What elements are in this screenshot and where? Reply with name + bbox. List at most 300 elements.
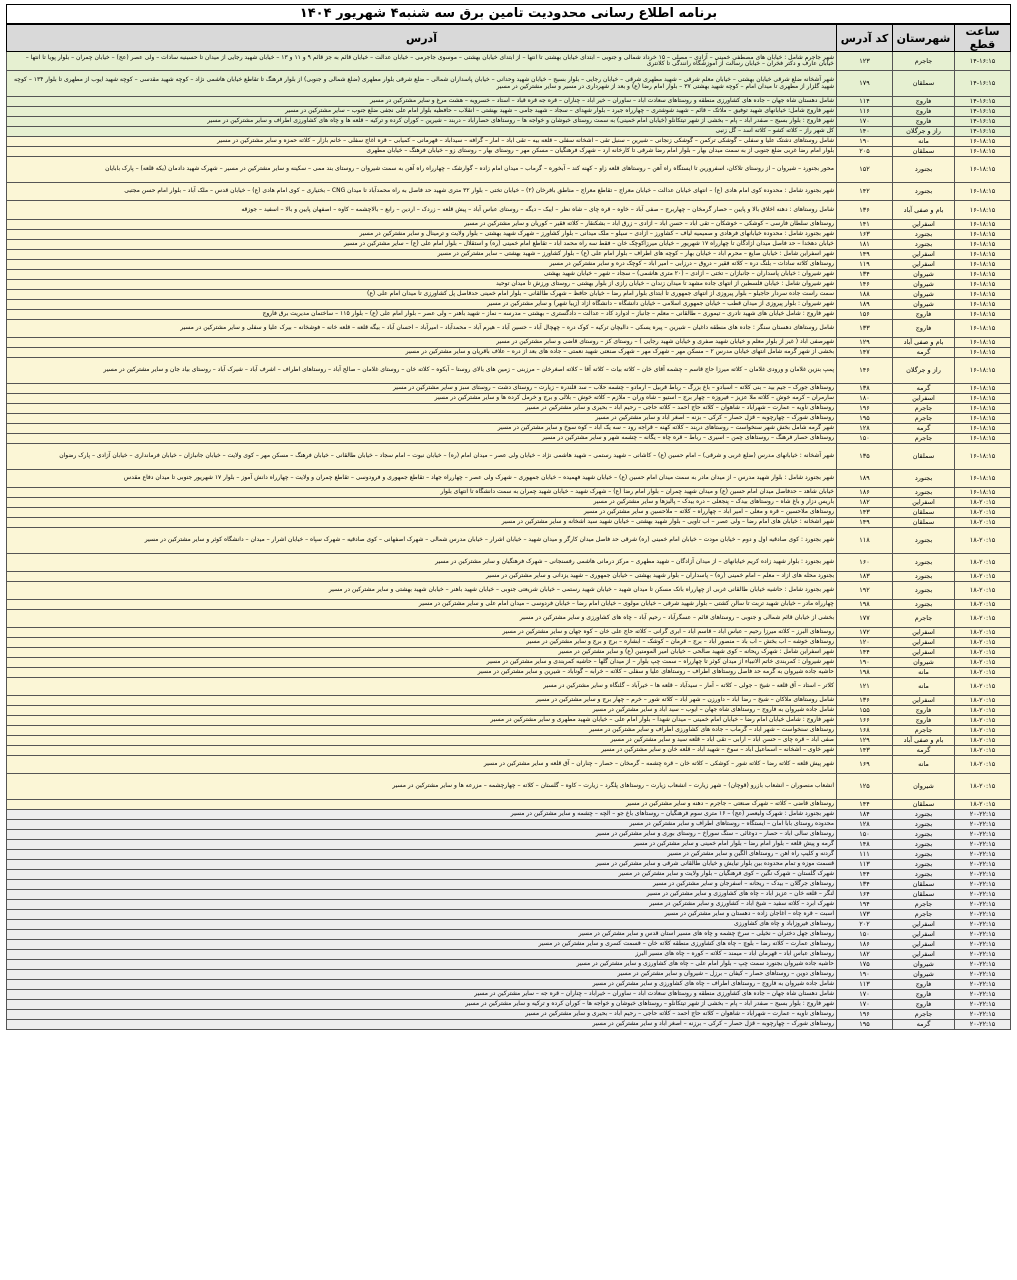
address-cell: شامل روستاهای دهستان سنگر : جاده های منطقه داغیان – شیرین – پیره یسکی – دالیچان ترکیه – کوک دره – چهچال آباد – حسین آباد – هیرم آباد – محمدآباد – امیرآباد – احسان آباد – بیگه قلعه – قلعه خانه – فوشخانه – بیرک علیا و سفلی و سایر مشترکین در مسیر bbox=[7, 320, 837, 338]
code-cell: ۱۷۵ bbox=[837, 960, 893, 970]
city-cell: بام و صفی آباد bbox=[893, 201, 955, 220]
code-cell: ۱۸۹ bbox=[837, 300, 893, 310]
code-cell: ۱۴۳ bbox=[837, 746, 893, 756]
address-cell: روستاهای ناویه – عمارت – شهرآباد – شاهوان – کلاته حاج احمد – کلاته حاجی – رحیم آباد – بحیری و سایر مشترکین در مسیر bbox=[7, 1010, 837, 1020]
code-cell: ۱۲۰ bbox=[837, 638, 893, 648]
code-cell: ۱۹۵ bbox=[837, 414, 893, 424]
time-cell: ۱۶-۱۸:۱۵ bbox=[955, 270, 1011, 280]
table-row bbox=[7, 830, 1011, 840]
time-cell: ۱۶-۱۸:۱۵ bbox=[955, 260, 1011, 270]
table-row bbox=[7, 310, 1011, 320]
code-cell: ۱۱۹ bbox=[837, 260, 893, 270]
code-cell: ۱۳۸ bbox=[837, 384, 893, 394]
city-cell: راز و جرگلان bbox=[893, 358, 955, 384]
address-cell: خیابان شاهد – حدفاصل میدان امام حسین (ع) و میدان شهید چمران – بلوار امام رضا (ع) – شهرک شهید – خیابان شهید چمران به سمت دانشگاه تا انتهای بلوار bbox=[7, 488, 837, 498]
table-row bbox=[7, 610, 1011, 628]
schedule-document bbox=[6, 0, 1011, 1030]
time-cell: ۲۰-۲۲:۱۵ bbox=[955, 1000, 1011, 1010]
city-cell: بجنورد bbox=[893, 240, 955, 250]
table-row bbox=[7, 508, 1011, 518]
code-cell: ۱۲۹ bbox=[837, 736, 893, 746]
time-cell: ۲۰-۲۲:۱۵ bbox=[955, 1020, 1011, 1030]
table-row bbox=[7, 358, 1011, 384]
city-cell: فاروج bbox=[893, 716, 955, 726]
city-cell: سملقان bbox=[893, 71, 955, 97]
header-code: کد آدرس bbox=[837, 25, 893, 52]
address-cell: روستاهای دوین – روستاهای حصار – کیفان – برزل – شیروان و سایر مشترکین در مسیر bbox=[7, 970, 837, 980]
time-cell: ۱۶-۱۸:۱۵ bbox=[955, 220, 1011, 230]
address-cell: روستاهای فیروزآباد و چاه های کشاورزی bbox=[7, 920, 837, 930]
code-cell: ۱۹۸ bbox=[837, 600, 893, 610]
table-row bbox=[7, 736, 1011, 746]
code-cell: ۱۵۰ bbox=[837, 930, 893, 940]
table-row bbox=[7, 270, 1011, 280]
code-cell: ۱۳۶ bbox=[837, 201, 893, 220]
city-cell: گرمه bbox=[893, 746, 955, 756]
time-cell: ۱۴-۱۶:۱۵ bbox=[955, 107, 1011, 117]
address-cell: شامل جاده شیروان به فاروج – روستاهای شاه جهان – ایوب – سید آباد و سایر مشترکین در مسیر bbox=[7, 706, 837, 716]
time-cell: ۲۰-۲۲:۱۵ bbox=[955, 830, 1011, 840]
city-cell: جاجرم bbox=[893, 1010, 955, 1020]
address-cell: روستاهای ملاحسین – قره و معلی – امیر آباد – چهارراه – کلاته – ملاحسین و سایر مشترکین در مسیر bbox=[7, 508, 837, 518]
time-cell: ۱۸-۲۰:۱۵ bbox=[955, 706, 1011, 716]
header-time: ساعت قطع bbox=[955, 25, 1011, 52]
time-cell: ۱۶-۱۸:۱۵ bbox=[955, 414, 1011, 424]
table-row bbox=[7, 716, 1011, 726]
time-cell: ۲۰-۲۲:۱۵ bbox=[955, 990, 1011, 1000]
address-cell: بخشی از شهر گرمه شامل انتهای خیابان مدرس ۲ – مسکن مهر – شهرک مهر – شهرک صنعتی شهید نعمتی – جاده های بعد از دره – علاف باقریان و سایر مشترکین در مسیر bbox=[7, 348, 837, 358]
time-cell: ۱۸-۲۰:۱۵ bbox=[955, 508, 1011, 518]
table-row bbox=[7, 1020, 1011, 1030]
time-cell: ۱۶-۱۸:۱۵ bbox=[955, 348, 1011, 358]
code-cell: ۱۴۸ bbox=[837, 840, 893, 850]
table-row bbox=[7, 890, 1011, 900]
address-cell: شهرک آبرد – کلاته سفید – شیخ آباد – کشاورزی و سایر مشترکین در مسیر bbox=[7, 900, 837, 910]
code-cell: ۱۷۰ bbox=[837, 117, 893, 127]
city-cell: بجنورد bbox=[893, 830, 955, 840]
city-cell: فاروج bbox=[893, 1000, 955, 1010]
time-cell: ۱۸-۲۰:۱۵ bbox=[955, 774, 1011, 800]
address-cell: شهر شیروان شامل : خیابان فلسطین از انتهای جاده مشهد تا میدان زندان – خیابان رازی از بلوار بهشتی – روستای ورزش تا میدان توحید bbox=[7, 280, 837, 290]
city-cell: شیروان bbox=[893, 658, 955, 668]
time-cell: ۱۸-۲۰:۱۵ bbox=[955, 648, 1011, 658]
city-cell: اسفراین bbox=[893, 950, 955, 960]
address-cell: شهر بجنورد : کوی صادقیه اول و دوم – خیابان مودت – خیابان امام خمینی (ره) شرقی حد فاصل میدان کارگر و میدان شهید – خیابان اشرار – خیابان مدرس شمالی – شهرک اصفهانی – کوی صادقیه – شهرک سپاه – خیابان اشرار – میدان – دانشگاه کوثر و سایر مشترکین در مسیر bbox=[7, 528, 837, 554]
time-cell: ۱۶-۱۸:۱۵ bbox=[955, 183, 1011, 201]
address-cell: محور بجنورد – شیروان – از روستای تلاکان، اسفرورین تا ایستگاه راه آهن – روستاهای قلعه زاو – کهنه کند – آبخوره – گرماب – میدان امام زاده – گوارشک – چهارراه راه آهن به سمت شیروان – روستای بند ممی – سکینه و سایر مشترکین در مسیر – شهرک شهید دادمان (یکه قلعه) – پارک بابایان bbox=[7, 157, 837, 183]
address-cell: شهر بجنورد شامل : محدوده خیابانهای فرهادی و صمیمیه لیاف – کشاورز – آزادی – سیلو – ملک میدانی – بلوار کشاورز – شهرک شهید بهشتی – بلوار ولایت و ترمینال و سایر مشترکین در مسیر bbox=[7, 230, 837, 240]
code-cell: ۱۳۴ bbox=[837, 880, 893, 890]
code-cell: ۱۸۳ bbox=[837, 572, 893, 582]
address-cell: شهر اسفراین شامل : خیابان صایع – محرم اباد – خیابان بهار – کوچه های اطراف – بلوار امام علی (ع) – بلوار کشاورز – شهید بهشتی – سایر مشترکین در مسیر bbox=[7, 250, 837, 260]
city-cell: سملقان bbox=[893, 890, 955, 900]
table-row bbox=[7, 940, 1011, 950]
city-cell: اسفراین bbox=[893, 260, 955, 270]
table-row bbox=[7, 668, 1011, 678]
time-cell: ۱۸-۲۰:۱۵ bbox=[955, 736, 1011, 746]
city-cell: اسفراین bbox=[893, 628, 955, 638]
address-cell: کلاتر – استاد – آق قلعه – شیخ – جولی – کلاته – آمار – سیدآباد – قلعه ها – خیرآباد – گلنگاه و سایر مشترکین در مسیر bbox=[7, 678, 837, 696]
address-cell: خیابان دهخدا – حد فاصل میدان آزادگان تا چهارراه ۱۷ شهریور – خیابان میرزاکوچک خان – فقط سه راه محمد آباد – تقاطع امام خمینی (ره) و استقلال – بلوار امام علی (ع) – سایر مشترکین در مسیر bbox=[7, 240, 837, 250]
address-cell: روستاهای جرگلان – بیدک – ریحانه – اسفرجان و سایر مشترکین در مسیر bbox=[7, 880, 837, 890]
header-address: آدرس bbox=[7, 25, 837, 52]
time-cell: ۲۰-۲۲:۱۵ bbox=[955, 1010, 1011, 1020]
code-cell: ۱۷۰ bbox=[837, 990, 893, 1000]
city-cell: بجنورد bbox=[893, 820, 955, 830]
city-cell: گرمه bbox=[893, 424, 955, 434]
code-cell: ۱۶۶ bbox=[837, 716, 893, 726]
address-cell: شهرصفی آباد ( غیر از بلوار معلم و خیابان شهید صفری و خیابان شهید رجایی ) – روستای کز – روستای قاضی و سایر مشترکین در مسیر bbox=[7, 338, 837, 348]
city-cell: شیروان bbox=[893, 970, 955, 980]
table-row bbox=[7, 980, 1011, 990]
code-cell: ۱۷۲ bbox=[837, 628, 893, 638]
table-row bbox=[7, 840, 1011, 850]
city-cell: سملقان bbox=[893, 880, 955, 890]
time-cell: ۲۰-۲۲:۱۵ bbox=[955, 860, 1011, 870]
address-cell: روستاهای عمارت – کلاته رضا – بلوچ – چاه های کشاورزی منطقه کلاته خان – قسمت کسری و سایر مشترکین در مسیر bbox=[7, 940, 837, 950]
city-cell: شیروان bbox=[893, 270, 955, 280]
address-cell: شهر بجنورد شامل : محدوده کوی امام هادی (ع) – انتهای خیابان عدالت – خیابان معراج – تقاطع معراج – مناطق بافرخان (۲) – خیابان تختی – بلوار ۳۲ متری شهید حد فاصل به راه محمدآباد تا میدان CNG – بختیاری – کوی امام هادی (ع) – خیابان قدس – ملک آباد – بلوار امام حسن مجتبی bbox=[7, 183, 837, 201]
table-row bbox=[7, 746, 1011, 756]
address-cell: شهر فاروج شامل: خیابانهای شهید توفیق – ملاتک – قائم – شهید شوشتری – چهارراه جیرد – بلوار شهدای – سجاد – شهید جامی – شهید بهشتی – انقلاب – حافظیه بلوار امام علی نجفی ضلع جنوب – سایر مشترکین در مسیر bbox=[7, 107, 837, 117]
time-cell: ۲۰-۲۲:۱۵ bbox=[955, 870, 1011, 880]
time-cell: ۱۶-۱۸:۱۵ bbox=[955, 290, 1011, 300]
outage-table bbox=[6, 24, 1011, 1030]
page-title: برنامه اطلاع رسانی محدودیت تامین برق سه شنبه۴ شهریور ۱۴۰۴ bbox=[6, 4, 1011, 24]
code-cell: ۱۱۱ bbox=[837, 850, 893, 860]
table-row bbox=[7, 860, 1011, 870]
code-cell: ۱۲۱ bbox=[837, 678, 893, 696]
address-cell: روستاهای کلاته سادات – بلنگ دره – کلاته فقیر – دروق – درزآبی – امیر آباد – کوچک دره و سایر مشترکین در مسیر bbox=[7, 260, 837, 270]
table-row bbox=[7, 900, 1011, 910]
table-row bbox=[7, 414, 1011, 424]
table-row bbox=[7, 220, 1011, 230]
address-cell: محدوده روستای بابا آمان – ایستگاه – روستاهای اطراف و سایر مشترکین در مسیر bbox=[7, 820, 837, 830]
code-cell: ۱۴۶ bbox=[837, 280, 893, 290]
code-cell: ۱۹۵ bbox=[837, 1020, 893, 1030]
city-cell: سملقان bbox=[893, 518, 955, 528]
time-cell: ۱۸-۲۰:۱۵ bbox=[955, 716, 1011, 726]
table-row bbox=[7, 348, 1011, 358]
time-cell: ۱۴-۱۶:۱۵ bbox=[955, 127, 1011, 137]
table-row bbox=[7, 444, 1011, 470]
code-cell: ۱۷۷ bbox=[837, 610, 893, 628]
city-cell: شیروان bbox=[893, 774, 955, 800]
table-row bbox=[7, 240, 1011, 250]
time-cell: ۲۰-۲۲:۱۵ bbox=[955, 840, 1011, 850]
city-cell: بام و صفی آباد bbox=[893, 338, 955, 348]
address-cell: روستاهای سلطان فارسی – کوشکی – خوشکان – تقی آباد – حسن آباد – آزادی – زرق آباد – بشکنقار – کلاته فقیر – کوریان و سایر مشترکین در مسیر bbox=[7, 220, 837, 230]
address-cell: گردنه و کلیپ راه آهن – روستاهای آلگین و سایر مشترکین در مسیر bbox=[7, 850, 837, 860]
address-cell: سمت راست جاده سردار حاجیلو – بلوار پیروزی از انتهای جمهوری تا ابتدای بلوار امام رضا – خیابان حافظ – شهرک طالقانی – بلوار امام خمینی حدفاصل پل کشاورزی تا میدان امام علی (ع) bbox=[7, 290, 837, 300]
code-cell: ۱۱۶ bbox=[837, 107, 893, 117]
address-cell: روستاهای شورک – چهارچوبه – قزل حصار – کرکی – برزنه – اصغر آباد و سایر مشترکین در مسیر bbox=[7, 1020, 837, 1030]
city-cell: بجنورد bbox=[893, 810, 955, 820]
code-cell: ۱۴۴ bbox=[837, 800, 893, 810]
table-row bbox=[7, 950, 1011, 960]
city-cell: فاروج bbox=[893, 107, 955, 117]
city-cell: سملقان bbox=[893, 800, 955, 810]
code-cell: ۲۰۲ bbox=[837, 920, 893, 930]
city-cell: جاجرم bbox=[893, 434, 955, 444]
address-cell: شهر بجنورد شامل : حاشیه خیابان طالقانی غربی از چهارراه بانک مسکن تا میدان شهید – خیابان شهید رستمی – خیابان شریعتی جنوبی – خیابان شهید باهنر – خیابان شهید بهشتی و سایر مشترکین در مسیر bbox=[7, 582, 837, 600]
time-cell: ۱۴-۱۶:۱۵ bbox=[955, 97, 1011, 107]
code-cell: ۱۲۵ bbox=[837, 774, 893, 800]
time-cell: ۲۰-۲۲:۱۵ bbox=[955, 970, 1011, 980]
table-row bbox=[7, 696, 1011, 706]
time-cell: ۱۸-۲۰:۱۵ bbox=[955, 628, 1011, 638]
address-cell: سارمران – کرمه خوش – کلاته ملا عزیز – فیروزه – چهار برج – استیو – شاه وران – ملازم – کلاته خوش – بلالی و برج و خرمل کرده ها و سایر مشترکین در مسیر bbox=[7, 394, 837, 404]
address-cell: شامل روستاهای دشتک علیا و سفلی – گوشکی ترکمن – گوشکی زنجانی – شیرین – سنبل تقی – آشخانه سفلی – قلعه بیه – تقی آباد – آمار – گرافه – سیدآباد – قهرمانی – کمیابی – قره آغاج سفلی – خانم بازار – کلاته حمزه و سایر مشترکین در مسیر bbox=[7, 137, 837, 147]
table-row bbox=[7, 628, 1011, 638]
table-row bbox=[7, 147, 1011, 157]
table-row bbox=[7, 658, 1011, 668]
time-cell: ۱۸-۲۰:۱۵ bbox=[955, 678, 1011, 696]
code-cell: ۱۸۹ bbox=[837, 470, 893, 488]
time-cell: ۱۶-۱۸:۱۵ bbox=[955, 424, 1011, 434]
time-cell: ۱۶-۱۸:۱۵ bbox=[955, 250, 1011, 260]
time-cell: ۲۰-۲۲:۱۵ bbox=[955, 930, 1011, 940]
address-cell: شهرک گلستان – شهرک نگین – کوی فرهنگیان – بلوار ولایت و سایر مشترکین در مسیر bbox=[7, 870, 837, 880]
code-cell: ۱۱۳ bbox=[837, 860, 893, 870]
city-cell: اسفراین bbox=[893, 220, 955, 230]
address-cell: روستاهای ناویه – عمارت – شهرآباد – شاهوان – کلاته حاج احمد – کلاته حاجی – رحیم آباد – بحیری و سایر مشترکین در مسیر bbox=[7, 404, 837, 414]
address-cell: شهر بجنورد : بلوار شهید زاده کریم خیابانهای – از میدان آزادگان – شهید مطهری – مرکز درمانی هاشمی رفسنجانی – شهرک فرهنگیان و سایر مشترکین در مسیر bbox=[7, 554, 837, 572]
header-city: شهرستان bbox=[893, 25, 955, 52]
time-cell: ۱۸-۲۰:۱۵ bbox=[955, 668, 1011, 678]
address-cell: شامل جاده شیروان به فاروج – روستاهای اطراف – چاه های کشاورزی و سایر مشترکین در مسیر bbox=[7, 980, 837, 990]
code-cell: ۱۹۶ bbox=[837, 404, 893, 414]
time-cell: ۱۶-۱۸:۱۵ bbox=[955, 338, 1011, 348]
address-cell: شهر اسفراین شامل : شهرک ریحانه – کوی شهید صالحی – خیابان امیر المومنین (ع) و سایر مشترکین در مسیر bbox=[7, 648, 837, 658]
city-cell: جاجرم bbox=[893, 52, 955, 71]
address-cell: کل شهر راز – کلاته کشو – کلاته اسد – گل زنبی bbox=[7, 127, 837, 137]
city-cell: جاجرم bbox=[893, 910, 955, 920]
table-row bbox=[7, 300, 1011, 310]
address-cell: گرمه و پیش قلعه – بلوار امام رضا – بلوار امام خمینی و سایر مشترکین در مسیر bbox=[7, 840, 837, 850]
city-cell: شیروان bbox=[893, 300, 955, 310]
table-row bbox=[7, 518, 1011, 528]
city-cell: سملقان bbox=[893, 444, 955, 470]
time-cell: ۲۰-۲۲:۱۵ bbox=[955, 880, 1011, 890]
time-cell: ۱۶-۱۸:۱۵ bbox=[955, 404, 1011, 414]
code-cell: ۱۳۶ bbox=[837, 696, 893, 706]
address-cell: روستاهای سنخواست – شهر آباد – گرماب – جاده های کشاورزی اطراف و سایر مشترکین در مسیر bbox=[7, 726, 837, 736]
table-row bbox=[7, 600, 1011, 610]
table-row bbox=[7, 137, 1011, 147]
time-cell: ۱۶-۱۸:۱۵ bbox=[955, 384, 1011, 394]
code-cell: ۱۴۹ bbox=[837, 250, 893, 260]
table-row bbox=[7, 706, 1011, 716]
time-cell: ۲۰-۲۲:۱۵ bbox=[955, 980, 1011, 990]
code-cell: ۱۱۸ bbox=[837, 528, 893, 554]
table-row bbox=[7, 820, 1011, 830]
code-cell: ۱۹۶ bbox=[837, 1010, 893, 1020]
code-cell: ۱۸۲ bbox=[837, 498, 893, 508]
time-cell: ۲۰-۲۲:۱۵ bbox=[955, 950, 1011, 960]
city-cell: فاروج bbox=[893, 97, 955, 107]
code-cell: ۱۹۸ bbox=[837, 668, 893, 678]
table-row bbox=[7, 290, 1011, 300]
code-cell: ۱۹۰ bbox=[837, 137, 893, 147]
code-cell: ۱۵۰ bbox=[837, 830, 893, 840]
address-cell: شهر پیش قلعه – کلاته رضا – کلاته شور – کوشکی – کلاته خان – قره چشمه – گرمخان – حصار – چناران – آق قلعه و سایر مشترکین در مسیر bbox=[7, 756, 837, 774]
address-cell: شهر بجنورد شامل : شهرک ولیعصر (عج) – ۱۶ متری سوم فرهنگیان – روستاهای باغ جو – آلچه – چشمه و سایر مشترکین در مسیر bbox=[7, 810, 837, 820]
table-row bbox=[7, 920, 1011, 930]
city-cell: اسفراین bbox=[893, 638, 955, 648]
city-cell: جاجرم bbox=[893, 726, 955, 736]
city-cell: اسفراین bbox=[893, 696, 955, 706]
city-cell: جاجرم bbox=[893, 404, 955, 414]
table-row bbox=[7, 320, 1011, 338]
table-row bbox=[7, 230, 1011, 240]
time-cell: ۱۶-۱۸:۱۵ bbox=[955, 157, 1011, 183]
address-cell: لنگر – قلعه خان – عزیز آباد – چاه های کشاورزی و سایر مشترکین در مسیر bbox=[7, 890, 837, 900]
table-row bbox=[7, 424, 1011, 434]
table-row bbox=[7, 117, 1011, 127]
table-row bbox=[7, 470, 1011, 488]
city-cell: بجنورد bbox=[893, 840, 955, 850]
address-cell: روستاهای شورک – چهارچوبه – قزل حصار – کرکی – بزنه – اصغر آباد و سایر مشترکین در مسیر bbox=[7, 414, 837, 424]
city-cell: بجنورد bbox=[893, 850, 955, 860]
table-header-row bbox=[7, 25, 1011, 52]
table-row bbox=[7, 870, 1011, 880]
code-cell: ۱۴۷ bbox=[837, 348, 893, 358]
table-row bbox=[7, 127, 1011, 137]
code-cell: ۱۴۳ bbox=[837, 508, 893, 518]
city-cell: اسفراین bbox=[893, 648, 955, 658]
table-row bbox=[7, 800, 1011, 810]
city-cell: فاروج bbox=[893, 117, 955, 127]
city-cell: بجنورد bbox=[893, 183, 955, 201]
time-cell: ۱۸-۲۰:۱۵ bbox=[955, 638, 1011, 648]
code-cell: ۱۹۴ bbox=[837, 900, 893, 910]
city-cell: بجنورد bbox=[893, 470, 955, 488]
address-cell: شامل روستاهای ملاکان – شیخ – رضا آباد – داورزن – شهر آباد – کلاته شور – خرم – چهار برج و سایر مشترکین در مسیر bbox=[7, 696, 837, 706]
table-row bbox=[7, 498, 1011, 508]
time-cell: ۱۶-۱۸:۱۵ bbox=[955, 147, 1011, 157]
time-cell: ۱۸-۲۰:۱۵ bbox=[955, 582, 1011, 600]
table-row bbox=[7, 774, 1011, 800]
city-cell: فاروج bbox=[893, 320, 955, 338]
code-cell: ۱۱۴ bbox=[837, 97, 893, 107]
table-row bbox=[7, 910, 1011, 920]
table-row bbox=[7, 970, 1011, 980]
address-cell: شهر خاوی – آشخانه – اسماعیل آباد – سوخ – شهید آباد – قلعه خان و سایر مشترکین در مسیر bbox=[7, 746, 837, 756]
address-cell: شهر فاروج : شامل خیابان های شهید نادری – تیموری – طالقانی – معلم – جانباز – ادوارد کاد – عدالت – دادگستری – بهشتی – مدرسه – نماز – شهید باهنر – ولی عصر – بلوار امام علی (ع) – بلوار ۱۱۵ – ساختمان مدیریت برق فاروج bbox=[7, 310, 837, 320]
table-row bbox=[7, 157, 1011, 183]
address-cell: روستاهای سالی آباد – حصار – دوغائی – سنگ سوراخ – روستای بوری و سایر مشترکین در مسیر bbox=[7, 830, 837, 840]
time-cell: ۱۶-۱۸:۱۵ bbox=[955, 394, 1011, 404]
time-cell: ۱۶-۱۸:۱۵ bbox=[955, 201, 1011, 220]
time-cell: ۲۰-۲۲:۱۵ bbox=[955, 940, 1011, 950]
code-cell: ۱۵۲ bbox=[837, 157, 893, 183]
time-cell: ۲۰-۲۲:۱۵ bbox=[955, 850, 1011, 860]
table-row bbox=[7, 404, 1011, 414]
city-cell: جاجرم bbox=[893, 414, 955, 424]
table-row bbox=[7, 338, 1011, 348]
city-cell: بجنورد bbox=[893, 157, 955, 183]
time-cell: ۱۶-۱۸:۱۵ bbox=[955, 358, 1011, 384]
time-cell: ۱۸-۲۰:۱۵ bbox=[955, 610, 1011, 628]
time-cell: ۱۸-۲۰:۱۵ bbox=[955, 658, 1011, 668]
address-cell: شهر آشخانه ضلع شرقی خیابان بهشتی – خیابان معلم شرقی – شهید مطهری شرقی – خیابان رجایی – بلوار بسیج – خیابان شهید وحدانی – خیابان پاسداران شمالی – ضلع شرقی بلوار مطهری (ضلع شمالی و جنوبی) از بلوار فرهنگ تا تقاطع خیابان هاشمی نژاد – کوچه شهید مقدسی – کوچه شهید ایوب از مطهری تا بلوار ۱۳۴ – کوچه شهید گلزار از مطهری تا میدان امام – کوچه شهید بهشتی ۳۷ – بلوار امام رضا (ع) و بعد از شهرداری در مسیر و سایر مشترکین در مسیر bbox=[7, 71, 837, 97]
code-cell: ۱۷۳ bbox=[837, 910, 893, 920]
time-cell: ۲۰-۲۲:۱۵ bbox=[955, 820, 1011, 830]
address-cell: حاشیه جاده شیروان به گرمه حد فاصل روستاهای اطراف – روستاهای علیا و سفلی – کلاته – خرابه – گوناباد – شیرین و سایر مشترکین در مسیر bbox=[7, 668, 837, 678]
address-cell: روستاهای قاضی – کلاته – شهرک صنعتی – جاجرم – دهنه و سایر مشترکین در مسیر bbox=[7, 800, 837, 810]
time-cell: ۱۶-۱۸:۱۵ bbox=[955, 137, 1011, 147]
time-cell: ۱۸-۲۰:۱۵ bbox=[955, 696, 1011, 706]
table-row bbox=[7, 554, 1011, 572]
city-cell: گرمه bbox=[893, 1020, 955, 1030]
time-cell: ۱۶-۱۸:۱۵ bbox=[955, 310, 1011, 320]
time-cell: ۱۶-۱۸:۱۵ bbox=[955, 320, 1011, 338]
table-row bbox=[7, 990, 1011, 1000]
code-cell: ۱۶۹ bbox=[837, 756, 893, 774]
city-cell: فاروج bbox=[893, 990, 955, 1000]
city-cell: اسفراین bbox=[893, 930, 955, 940]
code-cell: ۱۶۸ bbox=[837, 726, 893, 736]
code-cell: ۱۸۱ bbox=[837, 240, 893, 250]
code-cell: ۱۸۶ bbox=[837, 488, 893, 498]
address-cell: شهر شیروان : بلوار پیروزی از میدان قطب – خیابان جمهوری اسلامی – خیابان دانشگاه – دانشگاه آزاد (زیبا شهر) و سایر مشترکین در مسیر bbox=[7, 300, 837, 310]
city-cell: بجنورد bbox=[893, 488, 955, 498]
code-cell: ۱۸۸ bbox=[837, 290, 893, 300]
address-cell: چهارراه مادر – خیابان شهید تربت تا سالن کشتی – بلوار شهید شرقی – خیابان مولوی – خیابان امام رضا – خیابان فردوسی – میدان امام علی و سایر مشترکین در مسیر bbox=[7, 600, 837, 610]
table-row bbox=[7, 488, 1011, 498]
city-cell: بجنورد bbox=[893, 528, 955, 554]
code-cell: ۱۷۰ bbox=[837, 1000, 893, 1010]
code-cell: ۱۲۸ bbox=[837, 820, 893, 830]
city-cell: بام و صفی آباد bbox=[893, 736, 955, 746]
city-cell: بجنورد bbox=[893, 600, 955, 610]
code-cell: ۱۲۹ bbox=[837, 338, 893, 348]
code-cell: ۱۲۳ bbox=[837, 52, 893, 71]
code-cell: ۱۹۲ bbox=[837, 582, 893, 600]
address-cell: پمپ بنزین غلامان و ورودی غلامان – کلاته میرزا حاج قاسم – چشمه آقای خان – کلاته بیات – کلاته آقا – کلاته اصغرخان – مرزبنی – زمین های بالای روستا – آبکوه – کلاته خان – روستای غلامان – صالح آباد – روستاهای اطراف – اشرف آباد – شیرک آباد – روستای بیاد جان و سایر مشترکین در مسیر bbox=[7, 358, 837, 384]
code-cell: ۱۷۹ bbox=[837, 71, 893, 97]
table-row bbox=[7, 960, 1011, 970]
code-cell: ۱۸۲ bbox=[837, 950, 893, 960]
address-cell: اسبت – قره چاه – آغاجان زاده – دهستان و سایر مشترکین در مسیر bbox=[7, 910, 837, 920]
table-row bbox=[7, 880, 1011, 890]
address-cell: روستاهای البرز – کلاته میرزا رحیم – عباس آباد – قاسم آباد – ابری گرانی – کلاته حاج علی خان – کوه جهان و سایر مشترکین در مسیر bbox=[7, 628, 837, 638]
time-cell: ۱۶-۱۸:۱۵ bbox=[955, 470, 1011, 488]
city-cell: جاجرم bbox=[893, 900, 955, 910]
address-cell: روستاهای عباس آباد – قهرمان آباد – میمند – کلاته – کوره – چاه های مسیر البرز bbox=[7, 950, 837, 960]
time-cell: ۱۶-۱۸:۱۵ bbox=[955, 300, 1011, 310]
code-cell: ۱۸۶ bbox=[837, 940, 893, 950]
code-cell: ۱۸۰ bbox=[837, 394, 893, 404]
code-cell: ۱۳۵ bbox=[837, 444, 893, 470]
address-cell: شامل روستاهای : دهنه اخلاق بالا و پایین – حصار گرمخان – چهاربرج – صفی آباد – خاوه – قره چای – شاه نظر – ایبک – دیگه – روستای عباس آباد – پیش قلعه – زردک – اردین – رابع – بالاچشمه – کاوه – اصفهان پایین و بالا – اسفید – جوزقه bbox=[7, 201, 837, 220]
table-row bbox=[7, 260, 1011, 270]
table-row bbox=[7, 678, 1011, 696]
time-cell: ۲۰-۲۲:۱۵ bbox=[955, 900, 1011, 910]
table-row bbox=[7, 384, 1011, 394]
city-cell: اسفراین bbox=[893, 920, 955, 930]
time-cell: ۱۶-۱۸:۱۵ bbox=[955, 488, 1011, 498]
time-cell: ۱۶-۱۸:۱۵ bbox=[955, 280, 1011, 290]
address-cell: بخشی از خیابان قائم شمالی و جنوبی – روستاهای قائم – عسگرآباد – رحیم آباد – چاه های کشاورزی و سایر مشترکین در مسیر bbox=[7, 610, 837, 628]
code-cell: ۱۵۶ bbox=[837, 310, 893, 320]
address-cell: شهر فاروج : بلوار بسیج – صفدر آباد – پام – بخشی از شهر تیتکانلو – روستاهای خبوشان و خواجه ها – کوران کرده و ترکیه و سایر مشترکین در مسیر bbox=[7, 1000, 837, 1010]
time-cell: ۱۴-۱۶:۱۵ bbox=[955, 71, 1011, 97]
city-cell: فاروج bbox=[893, 310, 955, 320]
code-cell: ۱۴۱ bbox=[837, 220, 893, 230]
time-cell: ۱۴-۱۶:۱۵ bbox=[955, 52, 1011, 71]
